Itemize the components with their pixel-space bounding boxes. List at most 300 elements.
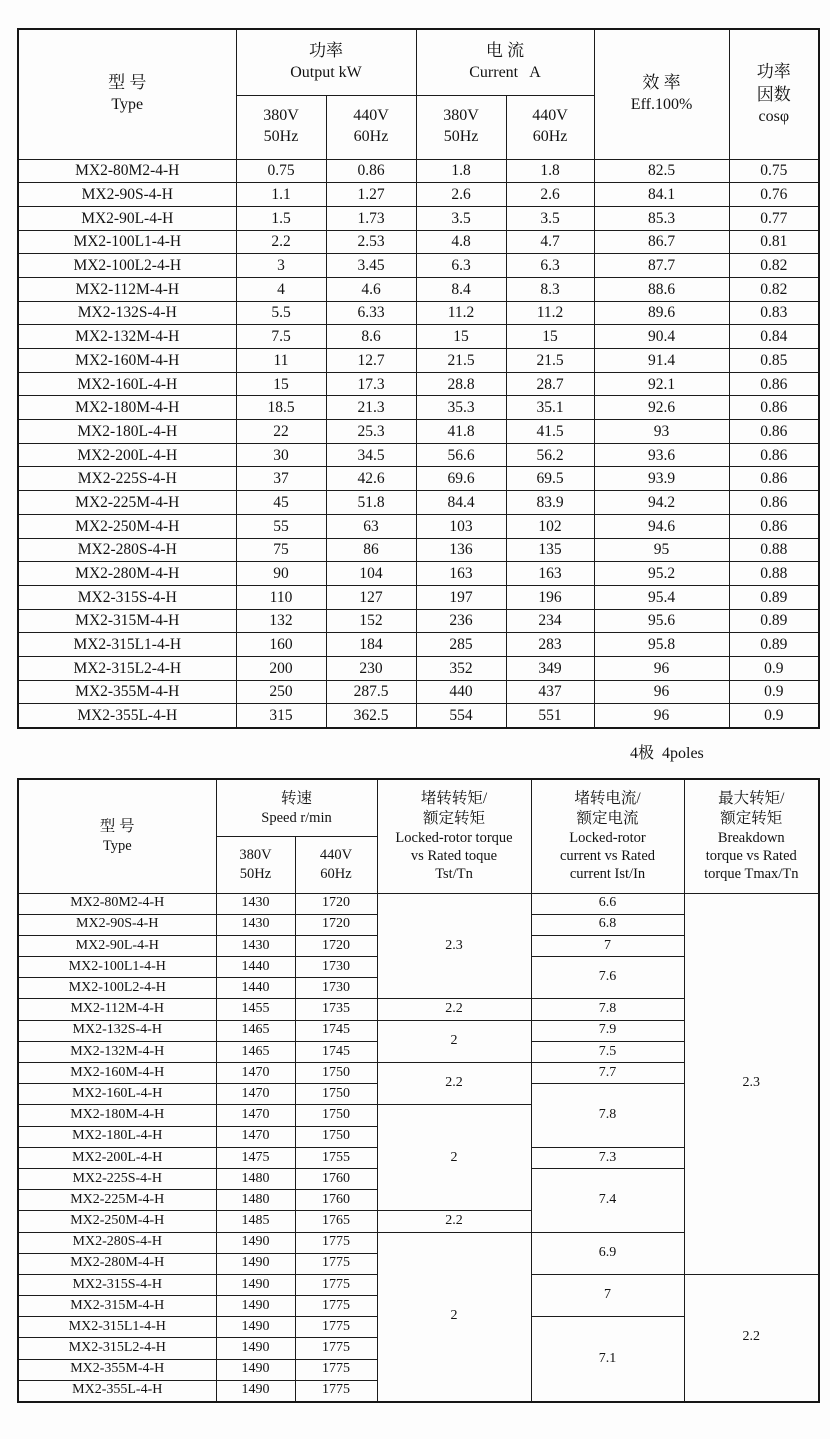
model-cell: MX2-225M-4-H — [18, 491, 236, 515]
speed-380v-cell: 1470 — [216, 1126, 295, 1147]
header-line: torque Tmax/Tn — [704, 866, 799, 883]
cos-phi-cell: 0.75 — [729, 159, 819, 183]
voltage-label: 380V — [239, 846, 272, 863]
model-cell: MX2-100L2-4-H — [18, 254, 236, 278]
speed-440v-cell: 1775 — [295, 1253, 377, 1274]
output-440v-cell: 3.45 — [326, 254, 416, 278]
current-380v-cell: 4.8 — [416, 230, 506, 254]
speed-440v-cell: 1730 — [295, 978, 377, 999]
speed-440v-cell: 1755 — [295, 1147, 377, 1168]
output-380v-cell: 3 — [236, 254, 326, 278]
current-440v-cell: 56.2 — [506, 443, 594, 467]
cos-phi-cell: 0.83 — [729, 301, 819, 325]
model-cell: MX2-90L-4-H — [18, 206, 236, 230]
efficiency-cell: 87.7 — [594, 254, 729, 278]
table-row — [18, 680, 819, 704]
current-440v-cell: 349 — [506, 656, 594, 680]
speed-440v-cell: 1720 — [295, 935, 377, 956]
type-header-en: Type — [102, 838, 132, 855]
current-380v-header — [416, 95, 506, 159]
efficiency-cell: 94.2 — [594, 491, 729, 515]
model-cell: MX2-132M-4-H — [18, 1041, 216, 1062]
current-380v-cell: 28.8 — [416, 372, 506, 396]
current-380v-cell: 56.6 — [416, 443, 506, 467]
voltage-label: 440V — [319, 846, 353, 863]
efficiency-cell: 93 — [594, 420, 729, 444]
table-row — [18, 206, 819, 230]
output-kw-group-header — [236, 29, 416, 95]
model-cell: MX2-100L1-4-H — [18, 957, 216, 978]
model-cell: MX2-225S-4-H — [18, 1168, 216, 1189]
model-cell: MX2-100L1-4-H — [18, 230, 236, 254]
cos-phi-cell: 0.88 — [729, 538, 819, 562]
current-380v-cell: 69.6 — [416, 467, 506, 491]
model-cell: MX2-355M-4-H — [18, 680, 236, 704]
header-line: torque vs Rated — [705, 848, 797, 865]
efficiency-cell: 82.5 — [594, 159, 729, 183]
speed-440v-cell: 1775 — [295, 1359, 377, 1380]
motor-ratings-table-body — [18, 159, 819, 728]
tst-tn-cell: 2.2 — [377, 1063, 531, 1105]
current-380v-cell: 15 — [416, 325, 506, 349]
header-line: 堵转转矩/ — [420, 789, 488, 807]
header-line: 堵转电流/ — [574, 789, 641, 807]
model-cell: MX2-160L-4-H — [18, 372, 236, 396]
current-440v-cell: 6.3 — [506, 254, 594, 278]
output-440v-cell: 287.5 — [326, 680, 416, 704]
voltage-label: 380V — [443, 107, 479, 125]
efficiency-cell: 93.6 — [594, 443, 729, 467]
current-440v-cell: 283 — [506, 633, 594, 657]
speed-440v-cell: 1775 — [295, 1338, 377, 1359]
output-380v-cell: 1.1 — [236, 183, 326, 207]
model-cell: MX2-132S-4-H — [18, 301, 236, 325]
current-380v-cell: 103 — [416, 514, 506, 538]
current-380v-cell: 8.4 — [416, 277, 506, 301]
frequency-label: 60Hz — [320, 865, 352, 882]
speed-380v-cell: 1465 — [216, 1020, 295, 1041]
table-row — [18, 277, 819, 301]
model-cell: MX2-225M-4-H — [18, 1190, 216, 1211]
current-440v-cell: 28.7 — [506, 372, 594, 396]
current-440v-cell: 102 — [506, 514, 594, 538]
table-row — [18, 183, 819, 207]
power-factor-header-zh1: 功率 — [756, 61, 791, 81]
header-line: Locked-rotor — [569, 830, 646, 847]
model-cell: MX2-90L-4-H — [18, 935, 216, 956]
model-cell: MX2-200L-4-H — [18, 443, 236, 467]
speed-440v-cell: 1775 — [295, 1296, 377, 1317]
cos-phi-cell: 0.88 — [729, 562, 819, 586]
output-380v-cell: 2.2 — [236, 230, 326, 254]
output-380v-cell: 45 — [236, 491, 326, 515]
speed-440v-cell: 1775 — [295, 1274, 377, 1295]
table-row — [18, 420, 819, 444]
speed-380v-cell: 1430 — [216, 914, 295, 935]
model-cell: MX2-180L-4-H — [18, 420, 236, 444]
table-row — [18, 609, 819, 633]
header-row-groups — [18, 779, 819, 836]
efficiency-cell: 95 — [594, 538, 729, 562]
speed-380v-cell: 1490 — [216, 1296, 295, 1317]
cos-phi-cell: 0.82 — [729, 277, 819, 301]
speed-440v-cell: 1750 — [295, 1063, 377, 1084]
model-cell: MX2-315L2-4-H — [18, 1338, 216, 1359]
ist-in-cell: 6.8 — [531, 914, 684, 935]
model-cell: MX2-315L2-4-H — [18, 656, 236, 680]
efficiency-cell: 86.7 — [594, 230, 729, 254]
table-row — [18, 349, 819, 373]
model-cell: MX2-355L-4-H — [18, 1380, 216, 1401]
cos-phi-cell: 0.86 — [729, 372, 819, 396]
current-380v-cell: 440 — [416, 680, 506, 704]
current-440v-cell: 551 — [506, 704, 594, 728]
type-column-header — [18, 29, 236, 159]
current-380v-cell: 3.5 — [416, 206, 506, 230]
model-cell: MX2-80M2-4-H — [18, 893, 216, 914]
poles-caption: 4极 4poles — [630, 745, 704, 762]
speed-380v-cell: 1480 — [216, 1190, 295, 1211]
current-440v-cell: 83.9 — [506, 491, 594, 515]
cos-phi-cell: 0.86 — [729, 420, 819, 444]
tst-tn-cell: 2.3 — [377, 893, 531, 999]
speed-380v-cell: 1455 — [216, 999, 295, 1020]
model-cell: MX2-90S-4-H — [18, 914, 216, 935]
current-440v-cell: 234 — [506, 609, 594, 633]
efficiency-cell: 88.6 — [594, 277, 729, 301]
speed-440v-cell: 1730 — [295, 957, 377, 978]
model-cell: MX2-315S-4-H — [18, 1274, 216, 1295]
current-380v-cell: 21.5 — [416, 349, 506, 373]
output-380v-cell: 200 — [236, 656, 326, 680]
table-row — [18, 372, 819, 396]
locked-rotor-torque-column-header — [377, 779, 531, 893]
output-440v-header — [326, 95, 416, 159]
speed-440v-cell: 1760 — [295, 1190, 377, 1211]
model-cell: MX2-315S-4-H — [18, 585, 236, 609]
model-cell: MX2-180M-4-H — [18, 396, 236, 420]
table-row — [18, 585, 819, 609]
breakdown-torque-column-header — [684, 779, 819, 893]
output-380v-cell: 4 — [236, 277, 326, 301]
output-440v-cell: 230 — [326, 656, 416, 680]
model-cell: MX2-280M-4-H — [18, 1253, 216, 1274]
motor-performance-table-body — [18, 893, 819, 1402]
header-line: current vs Rated — [560, 848, 656, 865]
header-line: vs Rated toque — [410, 848, 498, 865]
output-440v-cell: 104 — [326, 562, 416, 586]
ist-in-cell: 7.7 — [531, 1063, 684, 1084]
header-row-groups — [18, 29, 819, 95]
current-440v-cell: 11.2 — [506, 301, 594, 325]
current-380v-cell: 84.4 — [416, 491, 506, 515]
model-cell: MX2-280M-4-H — [18, 562, 236, 586]
efficiency-cell: 96 — [594, 704, 729, 728]
efficiency-cell: 95.4 — [594, 585, 729, 609]
output-440v-cell: 17.3 — [326, 372, 416, 396]
efficiency-cell: 85.3 — [594, 206, 729, 230]
speed-380v-cell: 1430 — [216, 935, 295, 956]
model-cell: MX2-200L-4-H — [18, 1147, 216, 1168]
current-380v-cell: 6.3 — [416, 254, 506, 278]
power-factor-column-header — [729, 29, 819, 159]
efficiency-cell: 92.6 — [594, 396, 729, 420]
speed-380v-cell: 1490 — [216, 1317, 295, 1338]
motor-ratings-table-header — [18, 29, 819, 159]
cos-phi-cell: 0.86 — [729, 443, 819, 467]
ist-in-cell: 7.5 — [531, 1041, 684, 1062]
type-header-zh: 型 号 — [99, 818, 135, 836]
table-row — [18, 301, 819, 325]
ist-in-cell: 7.4 — [531, 1168, 684, 1232]
power-factor-header-en: cosφ — [758, 107, 790, 125]
cos-phi-cell: 0.86 — [729, 467, 819, 491]
speed-440v-cell: 1775 — [295, 1380, 377, 1401]
speed-380v-cell: 1470 — [216, 1063, 295, 1084]
output-440v-cell: 63 — [326, 514, 416, 538]
speed-380v-cell: 1440 — [216, 957, 295, 978]
header-line: Locked-rotor torque — [395, 830, 513, 847]
type-header-en: Type — [111, 96, 144, 114]
output-380v-cell: 160 — [236, 633, 326, 657]
speed-440v-cell: 1720 — [295, 914, 377, 935]
header-line: 额定转矩 — [720, 810, 783, 828]
voltage-label: 440V — [532, 107, 568, 125]
output-440v-cell: 184 — [326, 633, 416, 657]
output-440v-cell: 51.8 — [326, 491, 416, 515]
frequency-label: 50Hz — [263, 128, 299, 145]
speed-380v-cell: 1440 — [216, 978, 295, 999]
cos-phi-cell: 0.86 — [729, 396, 819, 420]
model-cell: MX2-160M-4-H — [18, 1063, 216, 1084]
frequency-label: 50Hz — [239, 865, 272, 882]
tst-tn-cell: 2.2 — [377, 1211, 531, 1232]
type-header-zh: 型 号 — [108, 73, 147, 93]
speed-440v-cell: 1745 — [295, 1020, 377, 1041]
ist-in-cell: 7.8 — [531, 1084, 684, 1148]
ist-in-cell: 7.3 — [531, 1147, 684, 1168]
model-cell: MX2-250M-4-H — [18, 514, 236, 538]
tst-tn-cell: 2 — [377, 1020, 531, 1062]
model-cell: MX2-132S-4-H — [18, 1020, 216, 1041]
table-row — [18, 467, 819, 491]
output-380v-cell: 132 — [236, 609, 326, 633]
ist-in-cell: 7 — [531, 1274, 684, 1316]
current-440v-cell: 437 — [506, 680, 594, 704]
tst-tn-cell: 2 — [377, 1232, 531, 1402]
header-line: 额定转矩 — [423, 810, 486, 828]
locked-rotor-current-column-header — [531, 779, 684, 893]
current-380v-cell: 352 — [416, 656, 506, 680]
model-cell: MX2-80M2-4-H — [18, 159, 236, 183]
table-row — [18, 491, 819, 515]
efficiency-cell: 92.1 — [594, 372, 729, 396]
current-380v-cell: 35.3 — [416, 396, 506, 420]
cos-phi-cell: 0.84 — [729, 325, 819, 349]
voltage-label: 380V — [263, 107, 299, 125]
output-380v-cell: 30 — [236, 443, 326, 467]
table-row — [18, 325, 819, 349]
output-380v-cell: 18.5 — [236, 396, 326, 420]
output-380v-cell: 90 — [236, 562, 326, 586]
output-440v-cell: 0.86 — [326, 159, 416, 183]
ist-in-cell: 7.8 — [531, 999, 684, 1020]
table-row — [18, 656, 819, 680]
speed-440v-cell: 1750 — [295, 1126, 377, 1147]
efficiency-cell: 89.6 — [594, 301, 729, 325]
efficiency-cell: 90.4 — [594, 325, 729, 349]
output-440v-cell: 8.6 — [326, 325, 416, 349]
current-440v-cell: 4.7 — [506, 230, 594, 254]
model-cell: MX2-315L1-4-H — [18, 633, 236, 657]
frequency-label: 50Hz — [443, 128, 479, 145]
speed-380v-cell: 1475 — [216, 1147, 295, 1168]
current-440v-cell: 21.5 — [506, 349, 594, 373]
model-cell: MX2-112M-4-H — [18, 277, 236, 301]
cos-phi-cell: 0.9 — [729, 704, 819, 728]
current-380v-cell: 11.2 — [416, 301, 506, 325]
header-line: Tst/Tn — [435, 866, 473, 883]
output-380v-cell: 15 — [236, 372, 326, 396]
speed-header-zh: 转速 — [281, 789, 313, 807]
header-line: 最大转矩/ — [718, 789, 785, 807]
tmax-tn-cell: 2.3 — [684, 893, 819, 1274]
output-380v-cell: 0.75 — [236, 159, 326, 183]
speed-380v-cell: 1465 — [216, 1041, 295, 1062]
output-440v-cell: 6.33 — [326, 301, 416, 325]
speed-380v-cell: 1470 — [216, 1084, 295, 1105]
current-440v-cell: 41.5 — [506, 420, 594, 444]
tst-tn-cell: 2 — [377, 1105, 531, 1211]
table-row — [18, 562, 819, 586]
current-440v-cell: 2.6 — [506, 183, 594, 207]
speed-440v-cell: 1765 — [295, 1211, 377, 1232]
model-cell: MX2-160L-4-H — [18, 1084, 216, 1105]
model-cell: MX2-280S-4-H — [18, 1232, 216, 1253]
efficiency-header-zh: 效 率 — [642, 73, 681, 93]
speed-440v-cell: 1750 — [295, 1084, 377, 1105]
current-380v-cell: 285 — [416, 633, 506, 657]
output-380v-header — [236, 95, 326, 159]
current-440v-cell: 196 — [506, 585, 594, 609]
table-row — [18, 396, 819, 420]
output-380v-cell: 5.5 — [236, 301, 326, 325]
output-380v-cell: 22 — [236, 420, 326, 444]
header-line: 额定电流 — [576, 810, 639, 828]
model-cell: MX2-180M-4-H — [18, 1105, 216, 1126]
current-380v-cell: 41.8 — [416, 420, 506, 444]
efficiency-cell: 91.4 — [594, 349, 729, 373]
current-440v-cell: 3.5 — [506, 206, 594, 230]
model-cell: MX2-250M-4-H — [18, 1211, 216, 1232]
output-380v-cell: 110 — [236, 585, 326, 609]
efficiency-cell: 84.1 — [594, 183, 729, 207]
table-row — [18, 443, 819, 467]
cos-phi-cell: 0.77 — [729, 206, 819, 230]
ist-in-cell: 6.6 — [531, 893, 684, 914]
header-line: current Ist/In — [569, 866, 646, 883]
speed-header-en: Speed r/min — [261, 809, 332, 826]
cos-phi-cell: 0.89 — [729, 585, 819, 609]
efficiency-cell: 93.9 — [594, 467, 729, 491]
model-cell: MX2-180L-4-H — [18, 1126, 216, 1147]
table-row — [18, 230, 819, 254]
speed-380v-cell: 1470 — [216, 1105, 295, 1126]
output-380v-cell: 315 — [236, 704, 326, 728]
speed-380v-cell: 1490 — [216, 1380, 295, 1401]
efficiency-cell: 95.2 — [594, 562, 729, 586]
model-cell: MX2-280S-4-H — [18, 538, 236, 562]
current-440v-cell: 1.8 — [506, 159, 594, 183]
cos-phi-cell: 0.76 — [729, 183, 819, 207]
model-cell: MX2-90S-4-H — [18, 183, 236, 207]
speed-380v-cell: 1485 — [216, 1211, 295, 1232]
cos-phi-cell: 0.85 — [729, 349, 819, 373]
speed-380v-cell: 1430 — [216, 893, 295, 914]
ist-in-cell: 7.6 — [531, 957, 684, 999]
speed-440v-cell: 1775 — [295, 1317, 377, 1338]
cos-phi-cell: 0.82 — [729, 254, 819, 278]
model-cell: MX2-100L2-4-H — [18, 978, 216, 999]
output-440v-cell: 42.6 — [326, 467, 416, 491]
speed-380v-cell: 1490 — [216, 1359, 295, 1380]
table-row — [18, 538, 819, 562]
output-440v-cell: 86 — [326, 538, 416, 562]
model-cell: MX2-355L-4-H — [18, 704, 236, 728]
speed-440v-cell: 1720 — [295, 893, 377, 914]
current-380v-cell: 236 — [416, 609, 506, 633]
output-380v-cell: 11 — [236, 349, 326, 373]
model-cell: MX2-315M-4-H — [18, 1296, 216, 1317]
model-cell: MX2-160M-4-H — [18, 349, 236, 373]
motor-performance-table-header — [18, 779, 819, 893]
efficiency-cell: 94.6 — [594, 514, 729, 538]
table-row — [18, 254, 819, 278]
output-440v-cell: 4.6 — [326, 277, 416, 301]
table-row — [18, 893, 819, 914]
power-factor-header-zh2: 因数 — [756, 84, 791, 104]
speed-440v-cell: 1775 — [295, 1232, 377, 1253]
output-440v-cell: 25.3 — [326, 420, 416, 444]
speed-440v-header — [295, 836, 377, 893]
cos-phi-cell: 0.89 — [729, 609, 819, 633]
model-cell: MX2-132M-4-H — [18, 325, 236, 349]
current-440v-cell: 35.1 — [506, 396, 594, 420]
cos-phi-cell: 0.9 — [729, 680, 819, 704]
cos-phi-cell: 0.81 — [729, 230, 819, 254]
tst-tn-cell: 2.2 — [377, 999, 531, 1020]
output-kw-header-en: Output kW — [290, 64, 362, 82]
speed-440v-cell: 1750 — [295, 1105, 377, 1126]
output-440v-cell: 1.73 — [326, 206, 416, 230]
current-440v-cell: 8.3 — [506, 277, 594, 301]
speed-440v-cell: 1735 — [295, 999, 377, 1020]
output-440v-cell: 2.53 — [326, 230, 416, 254]
cos-phi-cell: 0.89 — [729, 633, 819, 657]
output-440v-cell: 34.5 — [326, 443, 416, 467]
current-380v-cell: 163 — [416, 562, 506, 586]
current-380v-cell: 2.6 — [416, 183, 506, 207]
table-row — [18, 633, 819, 657]
model-cell: MX2-355M-4-H — [18, 1359, 216, 1380]
frequency-label: 60Hz — [353, 128, 389, 145]
speed-group-header — [216, 779, 377, 836]
efficiency-cell: 96 — [594, 656, 729, 680]
frequency-label: 60Hz — [532, 128, 568, 145]
speed-380v-cell: 1490 — [216, 1232, 295, 1253]
current-440v-cell: 163 — [506, 562, 594, 586]
output-kw-header-zh: 功率 — [309, 41, 343, 61]
